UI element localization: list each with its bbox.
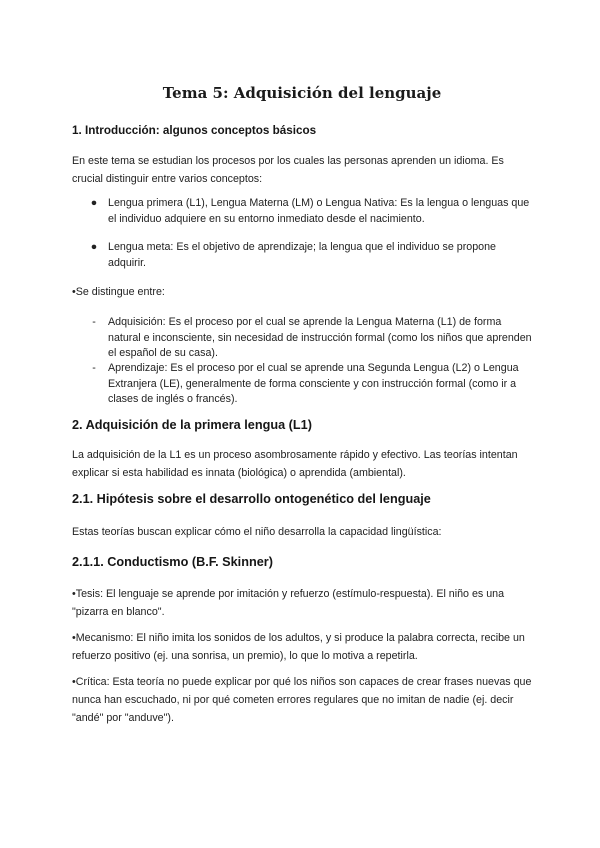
list-item-text: Aprendizaje: Es el proceso por el cual se aprende una Segunda Lengua (L2) o Lengua Extranjera (LE), generalmente de forma consciente y con instrucción formal (como ir a clases de inglés o francés). — [108, 362, 519, 405]
section-2-1-1-heading: 2.1.1. Conductismo (B.F. Skinner) — [72, 555, 273, 569]
bullet-icon: ● — [90, 241, 98, 253]
list-item-text: Adquisición: Es el proceso por el cual se aprende la Lengua Materna (L1) de forma natural e inconsciente, sin necesidad de instrucción formal (como los niños que aprenden el español de su casa). — [108, 316, 532, 359]
list-item-text: Lengua primera (L1), Lengua Materna (LM) o Lengua Nativa: Es la lengua o lenguas que el individuo adquiere en su entorno inmediato desde el nacimiento. — [108, 197, 530, 225]
list-item — [92, 361, 534, 408]
list-item — [92, 315, 534, 362]
mecanismo-paragraph: •Mecanismo: El niño imita los sonidos de los adultos, y si produce la palabra correcta, recibe un refuerzo positivo (ej. una sonrisa, un premio), lo que lo motiva a repetirla. — [72, 632, 525, 662]
section-2-heading: 2. Adquisición de la primera lengua (L1) — [72, 418, 312, 432]
dash-icon: - — [92, 362, 96, 374]
critica-paragraph: •Crítica: Esta teoría no puede explicar por qué los niños son capaces de crear frases nuevas que nunca han escuchado, ni por qué cometen errores regulares que no imitan de nadie (ej. decir "andé" por "anduve"). — [72, 676, 532, 724]
list-item — [90, 240, 534, 271]
dash-icon: - — [92, 316, 96, 328]
bullet-icon: ● — [90, 197, 98, 209]
section-2-text: La adquisición de la L1 es un proceso asombrosamente rápido y efectivo. Las teorías intentan explicar si esta habilidad es innata (biológica) o aprendida (ambiental). — [72, 449, 518, 479]
list-item-text: Lengua meta: Es el objetivo de aprendizaje; la lengua que el individuo se propone adquirir. — [108, 241, 496, 269]
section-2-1-heading: 2.1. Hipótesis sobre el desarrollo ontogenético del lenguaje — [72, 492, 431, 506]
section-2-1-text: Estas teorías buscan explicar cómo el niño desarrolla la capacidad lingüística: — [72, 526, 442, 538]
section-1-intro: En este tema se estudian los procesos por los cuales las personas aprenden un idioma. Es crucial distinguir entre varios conceptos: — [72, 155, 504, 185]
document-title: Tema 5: Adquisición del lenguaje — [162, 84, 442, 102]
tesis-paragraph: •Tesis: El lenguaje se aprende por imitación y refuerzo (estímulo-respuesta). El niño es una "pizarra en blanco". — [72, 588, 505, 618]
section-1-heading: 1. Introducción: algunos conceptos básicos — [72, 124, 317, 137]
list-item — [90, 196, 534, 227]
distinguish-label: •Se distingue entre: — [72, 286, 165, 298]
